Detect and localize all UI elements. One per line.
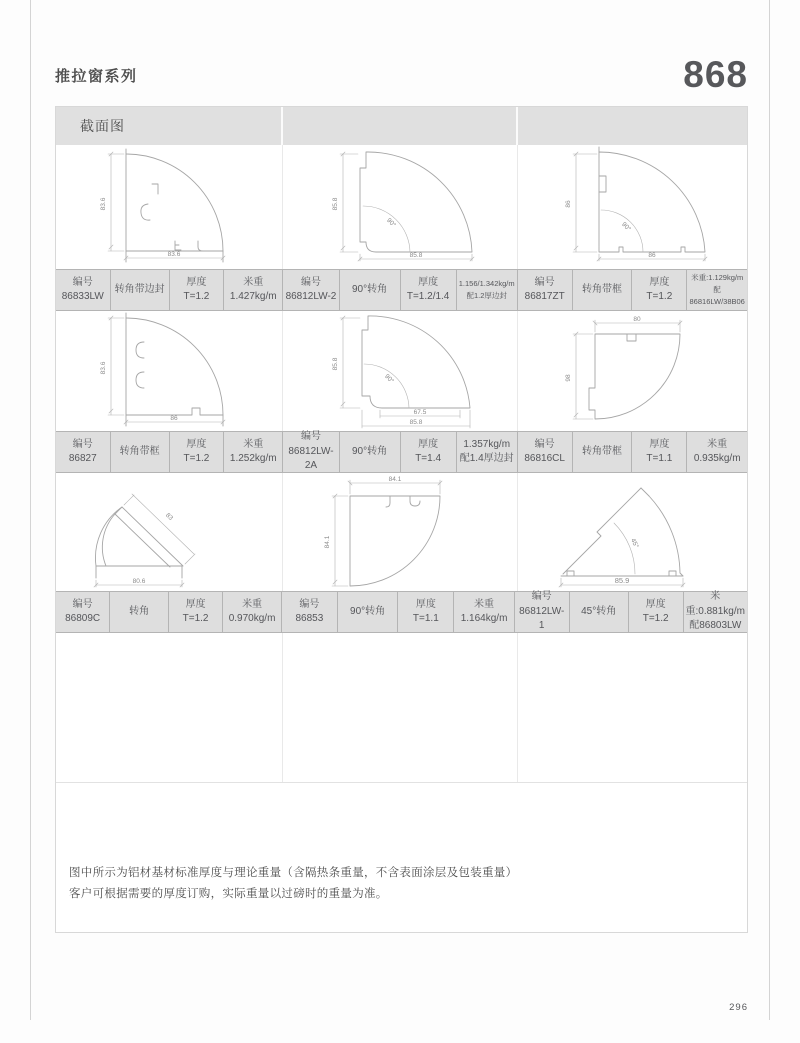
profile-drawing-86853 <box>302 474 497 590</box>
dim-top-label: 84.1 <box>389 476 402 483</box>
code-label: 编号 <box>72 598 93 610</box>
type-value: 转角 <box>129 605 150 617</box>
weight-line2: 配1.2厚边封 <box>466 291 507 300</box>
thickness-value: T=1.1 <box>646 453 673 464</box>
code-value: 86833LW <box>61 291 104 302</box>
profile-drawing-86812LW-2 <box>302 146 497 268</box>
dim-top-label: 80 <box>633 316 641 323</box>
dimension-lines <box>100 152 225 260</box>
dimension-lines <box>94 494 195 587</box>
code-label: 编号 <box>299 598 320 610</box>
thickness-cell <box>169 592 223 632</box>
page-left-rule <box>30 0 31 1020</box>
dim-bottom-label: 85.9 <box>615 576 630 585</box>
weight-line2: 0.935kg/m <box>693 453 741 464</box>
profile-outline <box>362 316 470 408</box>
weight-cell <box>457 270 518 310</box>
thickness-cell <box>398 592 454 632</box>
thickness-label: 厚度 <box>186 438 207 450</box>
product-type-cell <box>338 592 399 632</box>
dimension-lines <box>324 476 442 586</box>
profile-outline <box>360 152 472 252</box>
weight-line2: 配86816LW/38B06 <box>689 285 745 306</box>
type-value: 90°转角 <box>351 283 388 295</box>
weight-cell <box>224 270 283 310</box>
weight-line2: 配1.4厚边封 <box>459 453 514 464</box>
thickness-value: T=1.2 <box>642 613 669 624</box>
type-value: 转角带框 <box>119 445 160 457</box>
series-code: 868 <box>683 53 748 95</box>
thickness-value: T=1.2 <box>183 291 210 302</box>
product-code-cell <box>56 270 111 310</box>
thickness-label: 厚度 <box>186 276 207 288</box>
product-code-cell <box>283 432 339 472</box>
thickness-value: T=1.2/1.4 <box>406 291 450 302</box>
weight-line2: 1.164kg/m <box>460 613 508 624</box>
product-code-cell <box>56 592 110 632</box>
weight-line1: 米重 <box>242 598 263 610</box>
product-code-cell <box>515 592 570 632</box>
dim-bottom-inner-label: 67.5 <box>414 409 427 416</box>
product-type-cell <box>340 270 401 310</box>
drawing-row-3 <box>56 473 747 591</box>
header-cell-2 <box>283 107 517 145</box>
profile-drawing-86833LW <box>74 146 264 268</box>
dim-left-label: 84.1 <box>324 535 332 549</box>
code-value: 86809C <box>65 613 101 624</box>
code-value: 86817ZT <box>524 291 565 302</box>
page-right-rule <box>769 0 770 1020</box>
drawing-cell-86833LW <box>56 145 283 269</box>
drawing-cell-86853 <box>283 473 517 591</box>
product-code-cell <box>518 270 573 310</box>
code-label: 编号 <box>534 438 555 450</box>
angle-label: 90° <box>383 372 396 385</box>
drawing-row-1 <box>56 145 747 269</box>
dim-bottom-label: 85.8 <box>410 252 423 259</box>
drawing-cell-86816CL <box>518 311 747 431</box>
dim-left-label: 85.8 <box>332 197 340 211</box>
code-value: 86827 <box>68 453 97 464</box>
thickness-value: T=1.2 <box>183 453 210 464</box>
thickness-cell <box>401 432 457 472</box>
thickness-cell <box>170 432 225 472</box>
product-code-cell <box>518 432 573 472</box>
weight-line2: 1.252kg/m <box>229 453 277 464</box>
thickness-label: 厚度 <box>418 438 439 450</box>
type-value: 45°转角 <box>581 605 617 617</box>
angle-label: 90° <box>619 220 632 233</box>
code-label: 编号 <box>300 276 321 288</box>
thickness-cell <box>632 270 687 310</box>
weight-cell <box>687 270 747 310</box>
weight-line1: 米重 <box>243 276 264 288</box>
profile-outline <box>561 488 683 576</box>
dim-left-label: 83.6 <box>100 361 108 375</box>
weight-line1: 1.357kg/m <box>463 438 511 450</box>
profile-outline <box>350 496 440 586</box>
drawing-cell-86812LW-1 <box>518 473 747 591</box>
dimension-lines <box>332 152 474 261</box>
product-code-cell <box>282 592 338 632</box>
profile-outline <box>589 334 680 419</box>
product-type-cell <box>573 432 633 472</box>
dimension-lines <box>565 152 707 261</box>
product-type-cell <box>573 270 633 310</box>
drawing-cell-86827 <box>56 311 283 431</box>
profile-drawing-86816CL <box>535 312 730 430</box>
drawing-cell-86812LW-2A <box>283 311 517 431</box>
thickness-value: T=1.1 <box>412 613 439 624</box>
type-value: 转角带边封 <box>114 283 165 295</box>
section-title: 截面图 <box>80 118 125 134</box>
code-label: 编号 <box>72 276 93 288</box>
type-value: 90°转角 <box>350 605 386 617</box>
code-value: 86812LW-2 <box>285 291 337 302</box>
thickness-value: T=1.2 <box>182 613 209 624</box>
drawing-cell-86812LW-2 <box>283 145 517 269</box>
product-code-cell <box>56 432 111 472</box>
footnote-area <box>56 782 747 932</box>
info-row-2 <box>56 431 747 473</box>
thickness-label: 厚度 <box>649 276 670 288</box>
dim-side-label: 98 <box>564 374 572 382</box>
dimension-lines <box>559 576 685 587</box>
weight-cell <box>454 592 515 632</box>
dim-bottom-label: 86 <box>170 415 178 422</box>
thickness-label: 厚度 <box>418 276 439 288</box>
product-code-cell <box>283 270 339 310</box>
weight-line1: 米重:1.129kg/m <box>691 273 744 282</box>
code-label: 编号 <box>300 431 321 443</box>
info-row-1 <box>56 269 747 311</box>
weight-cell <box>223 592 282 632</box>
code-label: 编号 <box>72 438 93 450</box>
table-header-band <box>56 107 747 145</box>
angle-label: 45° <box>629 537 640 550</box>
profile-drawing-86827 <box>74 312 264 430</box>
weight-line1: 1.156/1.342kg/m <box>458 279 515 288</box>
dimension-lines <box>100 316 225 424</box>
weight-cell <box>457 432 518 472</box>
code-label: 编号 <box>531 591 552 603</box>
weight-line1: 米重 <box>243 438 264 450</box>
product-type-cell <box>340 432 401 472</box>
dim-left-label: 85.8 <box>332 357 340 371</box>
drawing-cell-86817ZT <box>518 145 747 269</box>
header-cell-1 <box>56 107 283 145</box>
series-title: 推拉窗系列 <box>55 68 138 85</box>
type-value: 转角带框 <box>582 445 623 457</box>
empty-cell-3 <box>518 633 747 782</box>
weight-line1: 米重:0.881kg/m <box>685 591 745 617</box>
thickness-label: 厚度 <box>415 598 436 610</box>
dim-left-label: 83.6 <box>100 197 108 211</box>
code-value: 86812LW-1 <box>519 605 565 632</box>
header-cell-3 <box>518 107 747 145</box>
profile-drawing-86817ZT <box>535 146 730 268</box>
profile-outline <box>126 149 223 262</box>
weight-cell <box>224 432 283 472</box>
page-number: 296 <box>729 1002 748 1013</box>
section-table <box>55 106 748 933</box>
thickness-value: T=1.4 <box>415 453 442 464</box>
profile-outline <box>126 313 223 426</box>
thickness-value: T=1.2 <box>646 291 673 302</box>
empty-row <box>56 633 747 782</box>
drawing-cell-86809C <box>56 473 283 591</box>
type-value: 转角带框 <box>582 283 623 295</box>
code-value: 86812LW-2A <box>288 445 334 472</box>
profile-drawing-86812LW-2A <box>302 312 497 430</box>
dimension-lines <box>332 316 470 428</box>
empty-cell-1 <box>56 633 283 782</box>
info-row-3 <box>56 591 747 633</box>
weight-cell <box>684 592 747 632</box>
code-value: 86853 <box>295 613 324 624</box>
footnote-line-2: 客户可根据需要的厚度订购，实际重量以过磅时的重量为准。 <box>69 888 388 901</box>
weight-line1: 米重 <box>474 598 495 610</box>
dim-bottom-label: 85.8 <box>410 419 423 426</box>
product-type-cell <box>110 592 169 632</box>
weight-line2: 1.427kg/m <box>229 291 277 302</box>
dim-bottom-label: 83.6 <box>167 251 181 258</box>
page-header <box>55 38 748 95</box>
code-label: 编号 <box>534 276 555 288</box>
weight-cell <box>687 432 747 472</box>
empty-cell-2 <box>283 633 517 782</box>
thickness-label: 厚度 <box>185 598 206 610</box>
profile-outline <box>599 147 705 252</box>
weight-line2: 配86803LW <box>689 620 742 632</box>
dim-diag-label: 83 <box>164 511 175 522</box>
product-type-cell <box>111 432 170 472</box>
product-type-cell <box>111 270 170 310</box>
dim-left-label: 86 <box>564 200 572 208</box>
drawing-row-2 <box>56 311 747 431</box>
angle-label: 90° <box>385 216 398 229</box>
code-value: 86816CL <box>524 453 565 464</box>
dim-bottom-label: 80.6 <box>132 578 146 585</box>
thickness-cell <box>632 432 687 472</box>
profile-drawing-86812LW-1 <box>527 474 737 590</box>
thickness-cell <box>401 270 457 310</box>
type-value: 90°转角 <box>351 445 388 457</box>
dim-bottom-label: 86 <box>648 252 656 259</box>
weight-line2: 0.970kg/m <box>228 613 276 624</box>
thickness-cell <box>629 592 684 632</box>
thickness-label: 厚度 <box>649 438 670 450</box>
thickness-label: 厚度 <box>645 598 666 610</box>
dimension-lines <box>565 316 682 419</box>
footnote-line-1: 图中所示为铝材基材标准厚度与理论重量（含隔热条重量，不含表面涂层及包装重量） <box>69 867 518 879</box>
weight-line1: 米重 <box>707 438 728 450</box>
product-type-cell <box>570 592 629 632</box>
thickness-cell <box>170 270 225 310</box>
profile-drawing-86809C <box>64 474 274 590</box>
